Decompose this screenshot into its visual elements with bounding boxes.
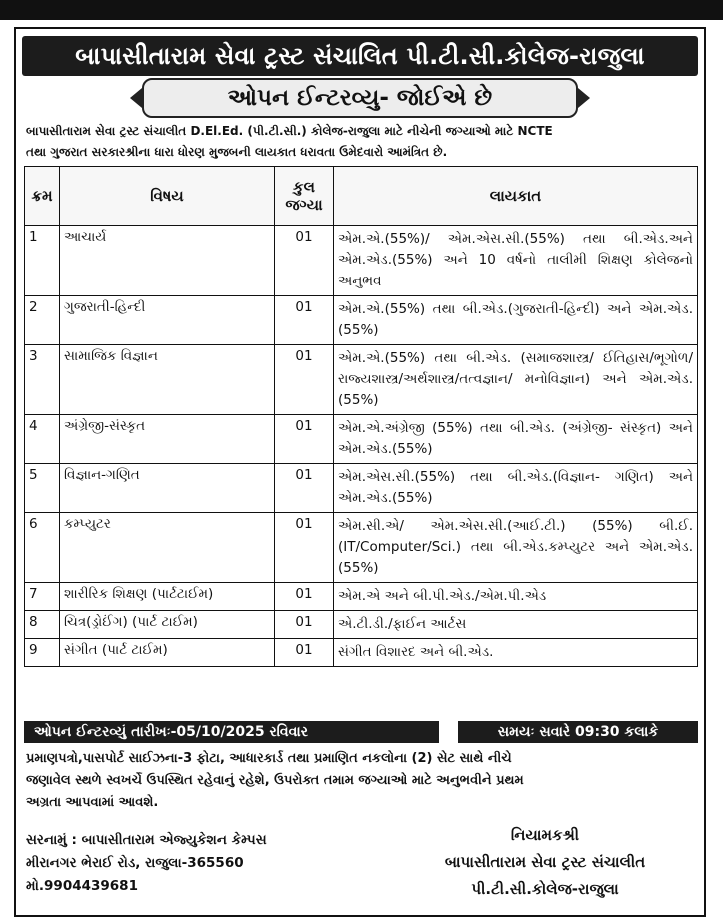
row-count: 01: [275, 345, 334, 415]
instructions-paragraph: [26, 748, 698, 814]
signatory-role: નિયામકશ્રી: [510, 826, 580, 844]
signatory-org-line-2: પી.ટી.સી.કોલેજ-રાજુલા: [471, 880, 619, 898]
row-sr: 4: [25, 415, 60, 464]
page-subtitle: ઓપન ઈન્ટરવ્યુ- જોઈએ છે: [227, 85, 493, 111]
intro-line-1: બાપાસીતારામ સેવા ટ્રસ્ટ સંચાલીત D.El.Ed. (પી.ટી.સી.) કોલેજ-રાજુલા માટે નીચેની જગ્યાઓ માટે NCTE: [26, 124, 553, 138]
table-row: [25, 415, 698, 464]
row-count: 01: [275, 611, 334, 639]
row-qualification: એમ.એ.(55%) તથા બી.એડ. (સમાજશાસ્ત્ર/ ઈતિહાસ/ભૂગોળ/રાજ્યશાસ્ત્ર/અર્થશાસ્ત્ર/તત્વજ્ઞાન/ મનોવિજ્ઞાન) અને એમ.એડ.(55%): [334, 345, 698, 415]
row-count: 01: [275, 513, 334, 583]
table-row: [25, 639, 698, 667]
row-count: 01: [275, 226, 334, 296]
interview-time: સમયઃ સવારે 09:30 કલાકે: [458, 721, 698, 743]
row-sr: 6: [25, 513, 60, 583]
row-count: 01: [275, 639, 334, 667]
row-subject: ગુજરાતી-હિન્દી: [60, 296, 275, 345]
row-subject: સામાજિક વિજ્ઞાન: [60, 345, 275, 415]
vacancy-table: [24, 166, 698, 667]
phone-number: મો.9904439681: [26, 878, 138, 894]
interview-date: ઓપન ઈન્ટરવ્યું તારીખઃ-05/10/2025 રવિવાર: [24, 721, 439, 743]
table-header-row: [25, 167, 698, 226]
table-row: [25, 583, 698, 611]
row-count: 01: [275, 415, 334, 464]
header-subject: વિષય: [60, 167, 275, 226]
row-subject: સંગીત (પાર્ટ ટાઈમ): [60, 639, 275, 667]
row-sr: 1: [25, 226, 60, 296]
row-subject: વિજ્ઞાન-ગણિત: [60, 464, 275, 513]
row-count: 01: [275, 583, 334, 611]
notice-line-3: અગ્રતા આપવામાં આવશે.: [26, 795, 159, 810]
row-sr: 8: [25, 611, 60, 639]
notice-line-1: પ્રમાણપત્રો,પાસપોર્ટ સાઈઝના-3 ફોટા, આધારકાર્ડ તથા પ્રમાણિત નકલોના (2) સેટ સાથે નીચે: [26, 751, 512, 766]
header-qualification: લાયકાત: [334, 167, 698, 226]
signature-block: [400, 822, 690, 903]
row-qualification: એમ.સી.એ/ એમ.એસ.સી.(આઈ.ટી.) (55%) બી.ઈ.(IT/Computer/Sci.) તથા બી.એડ.કમ્પ્યુટર અને એમ.એડ.(55%): [334, 513, 698, 583]
table-row: [25, 345, 698, 415]
table-row: [25, 464, 698, 513]
address-line-1: સરનામું : બાપાસીતારામ એજ્યુકેશન કેમ્પસ: [26, 832, 267, 848]
row-qualification: એમ.એ.(55%)/ એમ.એસ.સી.(55%) તથા બી.એડ.અને એમ.એડ.(55%) અને 10 વર્ષનો તાલીમી શિક્ષણ કોલેજનો અનુભવ: [334, 226, 698, 296]
row-qualification: એ.ટી.ડી./ફાઈન આર્ટસ: [334, 611, 698, 639]
row-subject: ચિત્ર(ડ્રોઈંગ) (પાર્ટ ટાઈમ): [60, 611, 275, 639]
row-subject: શારીરિક શિક્ષણ (પાર્ટટાઈમ): [60, 583, 275, 611]
intro-paragraph: [26, 121, 698, 163]
address-line-2: મીરાનગર ભેરાઈ રોડ, રાજુલા-365560: [26, 855, 244, 871]
subtitle-ribbon: [142, 78, 578, 118]
row-subject: અંગ્રેજી-સંસ્કૃત: [60, 415, 275, 464]
row-subject: કમ્પ્યુટર: [60, 513, 275, 583]
header-count: કુલ જગ્યા: [275, 167, 334, 226]
table-row: [25, 226, 698, 296]
row-count: 01: [275, 296, 334, 345]
interview-schedule-bar: [24, 721, 698, 743]
row-qualification: એમ.એ અને બી.પી.એડ./એમ.પી.એડ: [334, 583, 698, 611]
table-row: [25, 513, 698, 583]
notice-line-2: જણાવેલ સ્થળે સ્વખર્ચે ઉપસ્થિત રહેવાનું રહેશે, ઉપરોક્ત તમામ જગ્યાઓ માટે અનુભવીને પ્રથમ: [26, 773, 524, 788]
table-row: [25, 611, 698, 639]
row-qualification: એમ.એ.અંગ્રેજી (55%) તથા બી.એડ. (અંગ્રેજી- સંસ્કૃત) અને એમ.એડ.(55%): [334, 415, 698, 464]
intro-line-2: તથા ગુજરાત સરકારશ્રીના ધારા ધોરણ મુજબની લાયકાત ધરાવતા ઉમેદવારો આમંત્રિત છે.: [26, 145, 448, 159]
row-qualification: એમ.એ.(55%) તથા બી.એડ.(ગુજરાતી-હિન્દી) અને એમ.એડ.(55%): [334, 296, 698, 345]
row-sr: 5: [25, 464, 60, 513]
row-count: 01: [275, 464, 334, 513]
page-title: બાપાસીતારામ સેવા ટ્રસ્ટ સંચાલિત પી.ટી.સી.કોલેજ-રાજુલા: [75, 42, 645, 70]
row-sr: 7: [25, 583, 60, 611]
row-sr: 3: [25, 345, 60, 415]
signatory-org-line-1: બાપાસીતારામ સેવા ટ્રસ્ટ સંચાલીત: [444, 853, 646, 871]
top-edge-bar: [0, 0, 723, 20]
table-row: [25, 296, 698, 345]
row-qualification: સંગીત વિશારદ અને બી.એડ.: [334, 639, 698, 667]
row-sr: 2: [25, 296, 60, 345]
address-block: [26, 829, 366, 898]
header-sr: ક્રમ: [25, 167, 60, 226]
row-sr: 9: [25, 639, 60, 667]
row-subject: આચાર્ય: [60, 226, 275, 296]
row-qualification: એમ.એસ.સી.(55%) તથા બી.એડ.(વિજ્ઞાન- ગણિત) અને એમ.એડ.(55%): [334, 464, 698, 513]
title-banner: [22, 36, 698, 76]
